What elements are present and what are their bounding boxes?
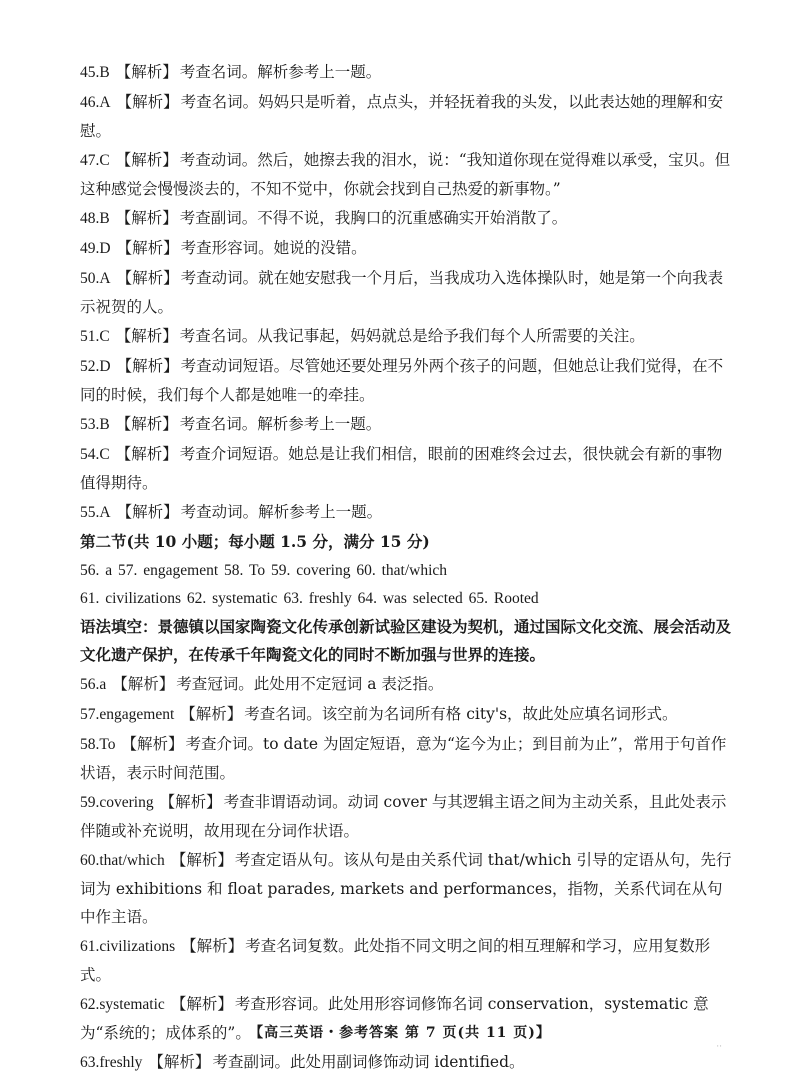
explanation-item bbox=[80, 1048, 736, 1077]
item-text: 考查定语从句。该从句是由关系代词 that/which 引导的定语从句，先行词为 exhibitions 和 float parades, markets and performances，指物，关系代词在从句中作主语。 bbox=[80, 851, 732, 926]
explanation-item bbox=[80, 204, 736, 233]
explanation-item bbox=[80, 58, 736, 87]
item-answer: To bbox=[99, 736, 116, 753]
item-text: 考查动词。解析参考上一题。 bbox=[180, 503, 383, 521]
item-answer: a bbox=[99, 676, 107, 693]
item-tag: 【解析】 bbox=[115, 415, 178, 433]
item-text: 考查介词短语。她总是让我们相信，眼前的困难终会过去，很快就会有新的事物值得期待。 bbox=[80, 445, 723, 492]
item-number: 60. bbox=[80, 852, 100, 869]
item-answer: C bbox=[99, 446, 110, 463]
explanation-item bbox=[80, 788, 736, 845]
item-tag: 【解析】 bbox=[115, 209, 178, 227]
item-tag: 【解析】 bbox=[115, 63, 178, 81]
item-tag: 【解析】 bbox=[170, 995, 233, 1013]
item-text: 考查动词。就在她安慰我一个月后，当我成功入选体操队时，她是第一个向我表示祝贺的人。 bbox=[80, 269, 724, 316]
item-number: 48. bbox=[80, 210, 100, 227]
item-number: 55. bbox=[80, 504, 100, 521]
item-number: 61. bbox=[80, 938, 100, 955]
explanation-item bbox=[80, 932, 736, 989]
page-footer: 【高三英语・参考答案 第 7 页(共 11 页)】 bbox=[249, 1025, 551, 1041]
item-number: 51. bbox=[80, 328, 100, 345]
item-answer: A bbox=[99, 504, 111, 521]
explanation-item bbox=[80, 88, 736, 145]
item-tag: 【解析】 bbox=[116, 269, 179, 287]
item-number: 52. bbox=[80, 358, 100, 375]
item-tag: 【解析】 bbox=[115, 151, 178, 169]
item-text: 考查名词。该空前为名词所有格 city's，故此处应填名词形式。 bbox=[244, 705, 678, 723]
item-number: 63. bbox=[80, 1054, 100, 1071]
item-answer: B bbox=[99, 416, 110, 433]
item-number: 62. bbox=[80, 996, 100, 1013]
item-tag: 【解析】 bbox=[180, 705, 243, 723]
item-text: 考查冠词。此处用不定冠词 a 表泛指。 bbox=[176, 675, 444, 693]
explanation-item bbox=[80, 670, 736, 699]
item-text: 考查副词。不得不说，我胸口的沉重感确实开始消散了。 bbox=[179, 209, 568, 227]
item-answer: D bbox=[99, 358, 111, 375]
item-text: 考查名词复数。此处指不同文明之间的相互理解和学习，应用复数形式。 bbox=[80, 937, 711, 984]
explanation-item bbox=[80, 846, 736, 931]
explanation-item bbox=[80, 498, 736, 527]
explanation-item bbox=[80, 264, 736, 321]
item-answer: A bbox=[99, 94, 111, 111]
item-answer: systematic bbox=[99, 996, 165, 1013]
item-answer: engagement bbox=[99, 706, 175, 723]
item-text: 考查动词。然后，她擦去我的泪水，说：“我知道你现在觉得难以承受，宝贝。但这种感觉会慢慢淡去的，不知不觉中，你就会找到自己热爱的新事物。” bbox=[80, 151, 731, 198]
item-number: 57. bbox=[80, 706, 100, 723]
item-tag: 【解析】 bbox=[115, 327, 178, 345]
explanation-item bbox=[80, 700, 736, 729]
explanation-item bbox=[80, 234, 736, 263]
item-number: 56. bbox=[80, 676, 100, 693]
item-tag: 【解析】 bbox=[112, 675, 175, 693]
item-text: 考查名词。解析参考上一题。 bbox=[179, 415, 382, 433]
item-answer: freshly bbox=[99, 1054, 143, 1071]
item-number: 47. bbox=[80, 152, 100, 169]
explanation-item bbox=[80, 410, 736, 439]
explanation-item bbox=[80, 352, 736, 409]
item-answer: B bbox=[99, 64, 110, 81]
explanation-item bbox=[80, 730, 736, 787]
item-number: 53. bbox=[80, 416, 100, 433]
explanation-item bbox=[80, 440, 736, 497]
item-text: 考查名词。解析参考上一题。 bbox=[179, 63, 382, 81]
item-text: 考查非谓语动词。动词 cover 与其逻辑主语之间为主动关系，且此处表示伴随或补充说明，故用现在分词作状语。 bbox=[80, 793, 727, 840]
item-tag: 【解析】 bbox=[116, 357, 179, 375]
item-number: 54. bbox=[80, 446, 100, 463]
item-answer: C bbox=[99, 328, 110, 345]
item-answer: A bbox=[99, 270, 111, 287]
item-text: 考查名词。从我记事起，妈妈就总是给予我们每个人所需要的关注。 bbox=[179, 327, 645, 345]
item-number: 58. bbox=[80, 736, 100, 753]
item-text: 考查形容词。她说的没错。 bbox=[180, 239, 367, 257]
answer-row-1: 56. a 57. engagement 58. To 59. covering 60. that/which bbox=[80, 562, 448, 579]
item-tag: 【解析】 bbox=[115, 445, 178, 463]
item-number: 45. bbox=[80, 64, 100, 81]
item-number: 59. bbox=[80, 794, 100, 811]
item-tag: 【解析】 bbox=[148, 1053, 211, 1071]
answer-row-2: 61. civilizations 62. systematic 63. freshly 64. was selected 65. Rooted bbox=[80, 590, 539, 607]
cloze-explanations bbox=[80, 58, 736, 527]
item-text: 考查动词短语。尽管她还要处理另外两个孩子的问题，但她总让我们觉得，在不同的时候，我们每个人都是她唯一的牵挂。 bbox=[80, 357, 724, 404]
item-tag: 【解析】 bbox=[116, 503, 179, 521]
item-answer: B bbox=[99, 210, 110, 227]
item-answer: covering bbox=[99, 794, 154, 811]
item-number: 46. bbox=[80, 94, 100, 111]
item-answer: that/which bbox=[99, 852, 165, 869]
section-heading: 第二节(共 10 小题；每小题 1.5 分，满分 15 分) bbox=[80, 532, 430, 551]
item-answer: civilizations bbox=[99, 938, 176, 955]
item-number: 49. bbox=[80, 240, 100, 257]
item-text: 考查名词。妈妈只是听着，点点头，并轻抚着我的头发，以此表达她的理解和安慰。 bbox=[80, 93, 724, 140]
item-text: 考查形容词。此处用形容词修饰名词 conservation，systematic 意为“系统的；成体系的”。 bbox=[80, 995, 709, 1042]
grammar-fill-explanations bbox=[80, 670, 736, 1077]
item-text: 考查介词。to date 为固定短语，意为“迄今为止；到目前为止”，常用于句首作状语，表示时间范围。 bbox=[80, 735, 727, 782]
item-tag: 【解析】 bbox=[121, 735, 184, 753]
item-tag: 【解析】 bbox=[170, 851, 233, 869]
corner-mark: ·· bbox=[716, 1042, 722, 1052]
item-tag: 【解析】 bbox=[116, 239, 179, 257]
item-tag: 【解析】 bbox=[116, 93, 179, 111]
item-answer: D bbox=[99, 240, 111, 257]
explanation-item bbox=[80, 146, 736, 203]
explanation-item bbox=[80, 322, 736, 351]
item-number: 50. bbox=[80, 270, 100, 287]
item-text: 考查副词。此处用副词修饰动词 identified。 bbox=[212, 1053, 525, 1071]
item-tag: 【解析】 bbox=[159, 793, 222, 811]
passage-summary: 语法填空：景德镇以国家陶瓷文化传承创新试验区建设为契机，通过国际文化交流、展会活动及文化遗产保护，在传承千年陶瓷文化的同时不断加强与世界的连接。 bbox=[80, 617, 732, 664]
item-answer: C bbox=[99, 152, 110, 169]
item-tag: 【解析】 bbox=[181, 937, 244, 955]
